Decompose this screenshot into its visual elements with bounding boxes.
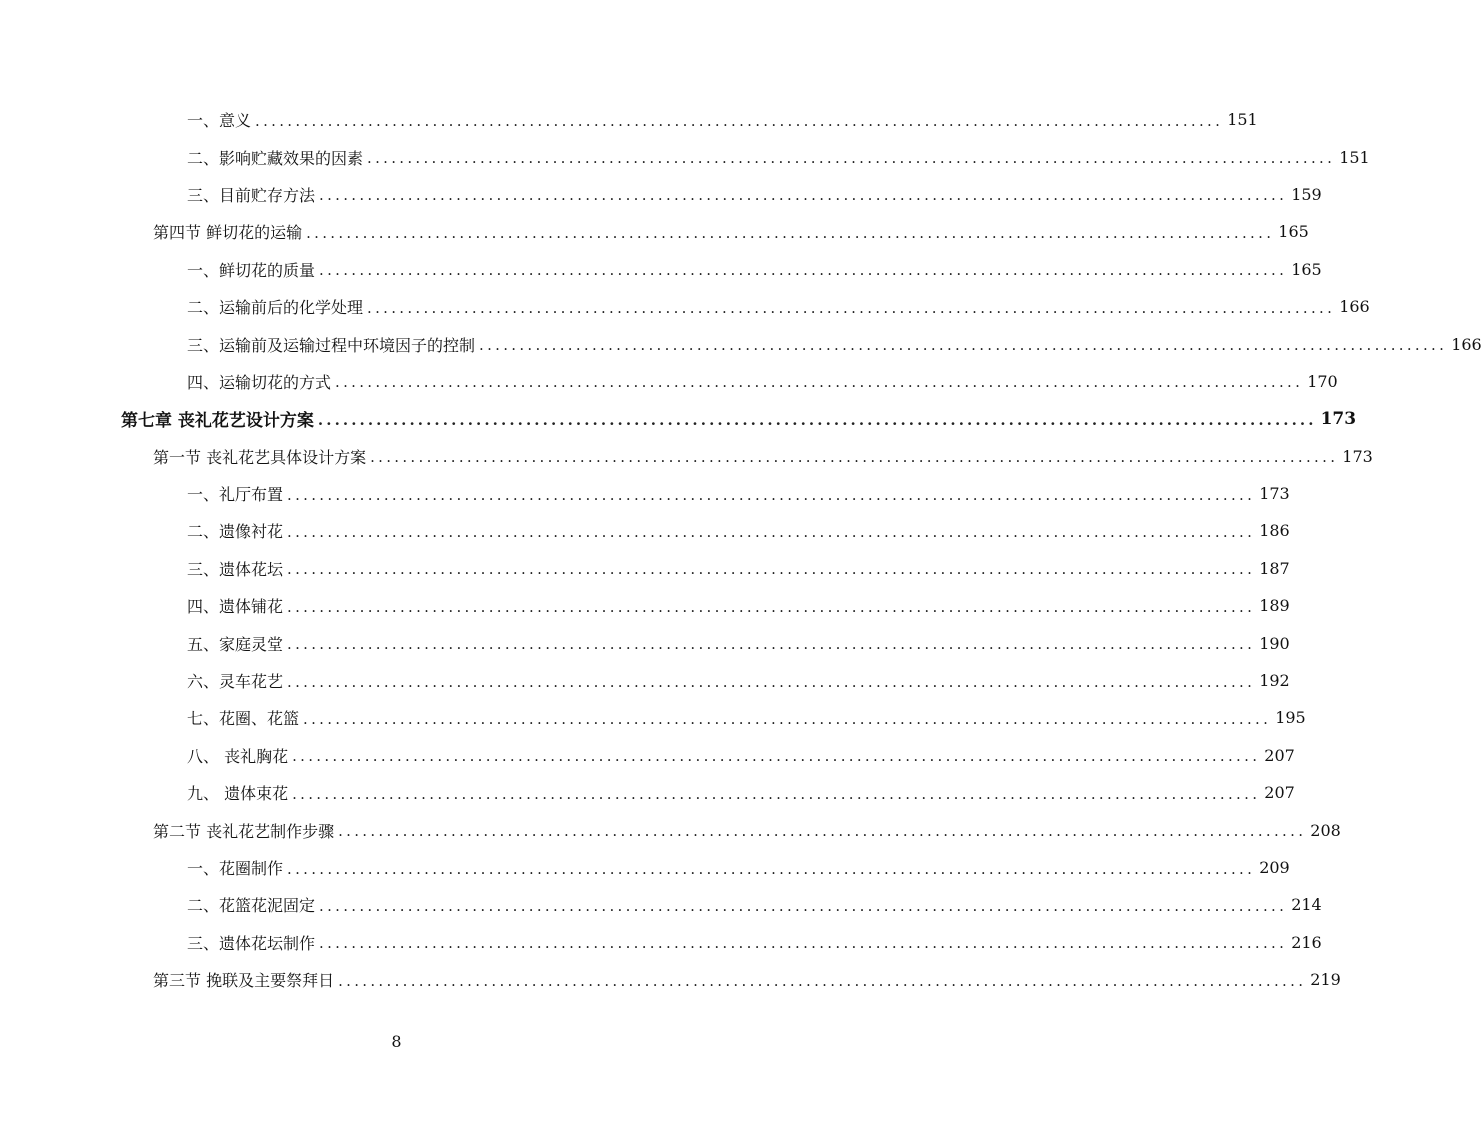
- toc-entry-title: 三、遗体花坛: [187, 557, 287, 580]
- toc-entry-title: 第二节 丧礼花艺制作步骤: [153, 819, 338, 842]
- toc-entry-page: 207: [1264, 745, 1295, 765]
- toc-entry-item: [0, 924, 1322, 961]
- toc-entry-page: 151: [1339, 147, 1370, 167]
- toc-entry-page: 192: [1259, 671, 1290, 691]
- toc-entry-item: [0, 699, 1306, 736]
- table-of-contents: [0, 101, 1482, 998]
- toc-entry-item: [0, 251, 1322, 288]
- toc-dot-leader: ........................................................................................................................: [338, 971, 1307, 990]
- toc-dot-leader: ........................................................................................................................: [287, 635, 1256, 654]
- toc-entry-page: 166: [1451, 334, 1482, 354]
- toc-dot-leader: ........................................................................................................................: [255, 111, 1224, 130]
- toc-entry-title: 九、 遗体束花: [187, 781, 292, 804]
- toc-dot-leader: ........................................................................................................................: [319, 186, 1288, 205]
- toc-entry-item: [0, 325, 1482, 362]
- toc-entry-title: 第四节 鲜切花的运输: [153, 220, 306, 243]
- toc-entry-title: 六、灵车花艺: [187, 669, 287, 692]
- toc-entry-title: 三、运输前及运输过程中环境因子的控制: [187, 333, 479, 356]
- toc-entry-title: 四、运输切花的方式: [187, 370, 335, 393]
- toc-entry-title: 一、礼厅布置: [187, 482, 287, 505]
- toc-entry-item: [0, 886, 1322, 923]
- toc-entry-title: 一、鲜切花的质量: [187, 258, 319, 281]
- toc-entry-title: 二、遗像衬花: [187, 519, 287, 542]
- toc-entry-title: 第三节 挽联及主要祭拜日: [153, 968, 338, 991]
- toc-dot-leader: ........................................................................................................................: [335, 373, 1304, 392]
- toc-entry-title: 七、花圈、花篮: [187, 706, 303, 729]
- toc-entry-page: 165: [1278, 222, 1309, 242]
- toc-entry-chapter: [0, 400, 1357, 437]
- toc-entry-page: 173: [1320, 408, 1357, 429]
- toc-entry-page: 190: [1259, 633, 1290, 653]
- toc-dot-leader: ........................................................................................................................: [303, 709, 1272, 728]
- toc-entry-title: 二、花篮花泥固定: [187, 893, 319, 916]
- toc-entry-section: [0, 438, 1373, 475]
- toc-dot-leader: ........................................................................................................................: [292, 747, 1261, 766]
- toc-dot-leader: ........................................................................................................................: [479, 336, 1448, 355]
- toc-dot-leader: ........................................................................................................................: [287, 597, 1256, 616]
- toc-entry-title: 三、目前贮存方法: [187, 183, 319, 206]
- toc-entry-page: 209: [1259, 858, 1290, 877]
- toc-entry-title: 一、意义: [187, 108, 255, 131]
- toc-dot-leader: ........................................................................................................................: [292, 784, 1261, 803]
- toc-entry-page: 187: [1259, 558, 1290, 578]
- toc-dot-leader: ........................................................................................................................: [319, 896, 1288, 915]
- toc-entry-page: 173: [1342, 446, 1373, 466]
- toc-entry-item: [0, 662, 1290, 699]
- page-number: 8: [391, 1032, 402, 1051]
- toc-dot-leader: ........................................................................................................................: [287, 485, 1256, 504]
- toc-entry-section: [0, 811, 1341, 848]
- toc-entry-page: 173: [1259, 484, 1290, 504]
- toc-dot-leader: ........................................................................................................................: [367, 298, 1336, 317]
- toc-entry-item: [0, 550, 1290, 587]
- toc-entry-page: 207: [1264, 783, 1295, 803]
- toc-entry-page: 189: [1259, 596, 1290, 616]
- toc-entry-item: [0, 774, 1295, 811]
- toc-dot-leader: ........................................................................................................................: [317, 410, 1317, 429]
- toc-entry-item: [0, 101, 1258, 138]
- toc-entry-page: 165: [1291, 259, 1322, 279]
- toc-dot-leader: ........................................................................................................................: [319, 261, 1288, 280]
- toc-entry-page: 208: [1310, 820, 1341, 840]
- toc-entry-page: 159: [1291, 184, 1322, 204]
- toc-entry-title: 第一节 丧礼花艺具体设计方案: [153, 445, 370, 468]
- toc-entry-item: [0, 138, 1370, 175]
- toc-entry-item: [0, 475, 1290, 512]
- toc-entry-page: 151: [1227, 110, 1258, 130]
- toc-entry-title: 三、遗体花坛制作: [187, 931, 319, 954]
- toc-entry-title: 二、影响贮藏效果的因素: [187, 146, 367, 169]
- toc-dot-leader: ........................................................................................................................: [319, 934, 1288, 953]
- toc-dot-leader: ........................................................................................................................: [370, 448, 1339, 467]
- toc-entry-page: 216: [1291, 932, 1322, 952]
- toc-entry-title: 二、运输前后的化学处理: [187, 295, 367, 318]
- toc-entry-item: [0, 587, 1290, 624]
- toc-entry-item: [0, 849, 1290, 886]
- toc-entry-item: [0, 737, 1295, 774]
- toc-dot-leader: ........................................................................................................................: [287, 672, 1256, 691]
- toc-entry-item: [0, 176, 1322, 213]
- toc-dot-leader: ........................................................................................................................: [338, 822, 1307, 841]
- toc-entry-title: 一、花圈制作: [187, 856, 287, 879]
- toc-entry-page: 166: [1339, 297, 1370, 317]
- toc-dot-leader: ........................................................................................................................: [367, 149, 1336, 168]
- toc-dot-leader: ........................................................................................................................: [306, 223, 1275, 242]
- toc-entry-title: 第七章 丧礼花艺设计方案: [121, 406, 318, 431]
- toc-entry-item: [0, 624, 1290, 661]
- toc-entry-section: [0, 961, 1341, 998]
- toc-entry-page: 195: [1275, 708, 1306, 728]
- toc-entry-item: [0, 363, 1338, 400]
- toc-entry-title: 四、遗体铺花: [187, 594, 287, 617]
- toc-entry-section: [0, 213, 1309, 250]
- toc-entry-title: 五、家庭灵堂: [187, 632, 287, 655]
- toc-dot-leader: ........................................................................................................................: [287, 560, 1256, 579]
- toc-entry-page: 170: [1307, 371, 1338, 391]
- toc-entry-page: 214: [1291, 895, 1322, 915]
- toc-entry-page: 186: [1259, 521, 1290, 541]
- toc-entry-item: [0, 512, 1290, 549]
- toc-dot-leader: ........................................................................................................................: [287, 859, 1256, 878]
- toc-entry-item: [0, 288, 1370, 325]
- toc-dot-leader: ........................................................................................................................: [287, 522, 1256, 541]
- toc-entry-title: 八、 丧礼胸花: [187, 744, 292, 767]
- toc-entry-page: 219: [1310, 970, 1341, 990]
